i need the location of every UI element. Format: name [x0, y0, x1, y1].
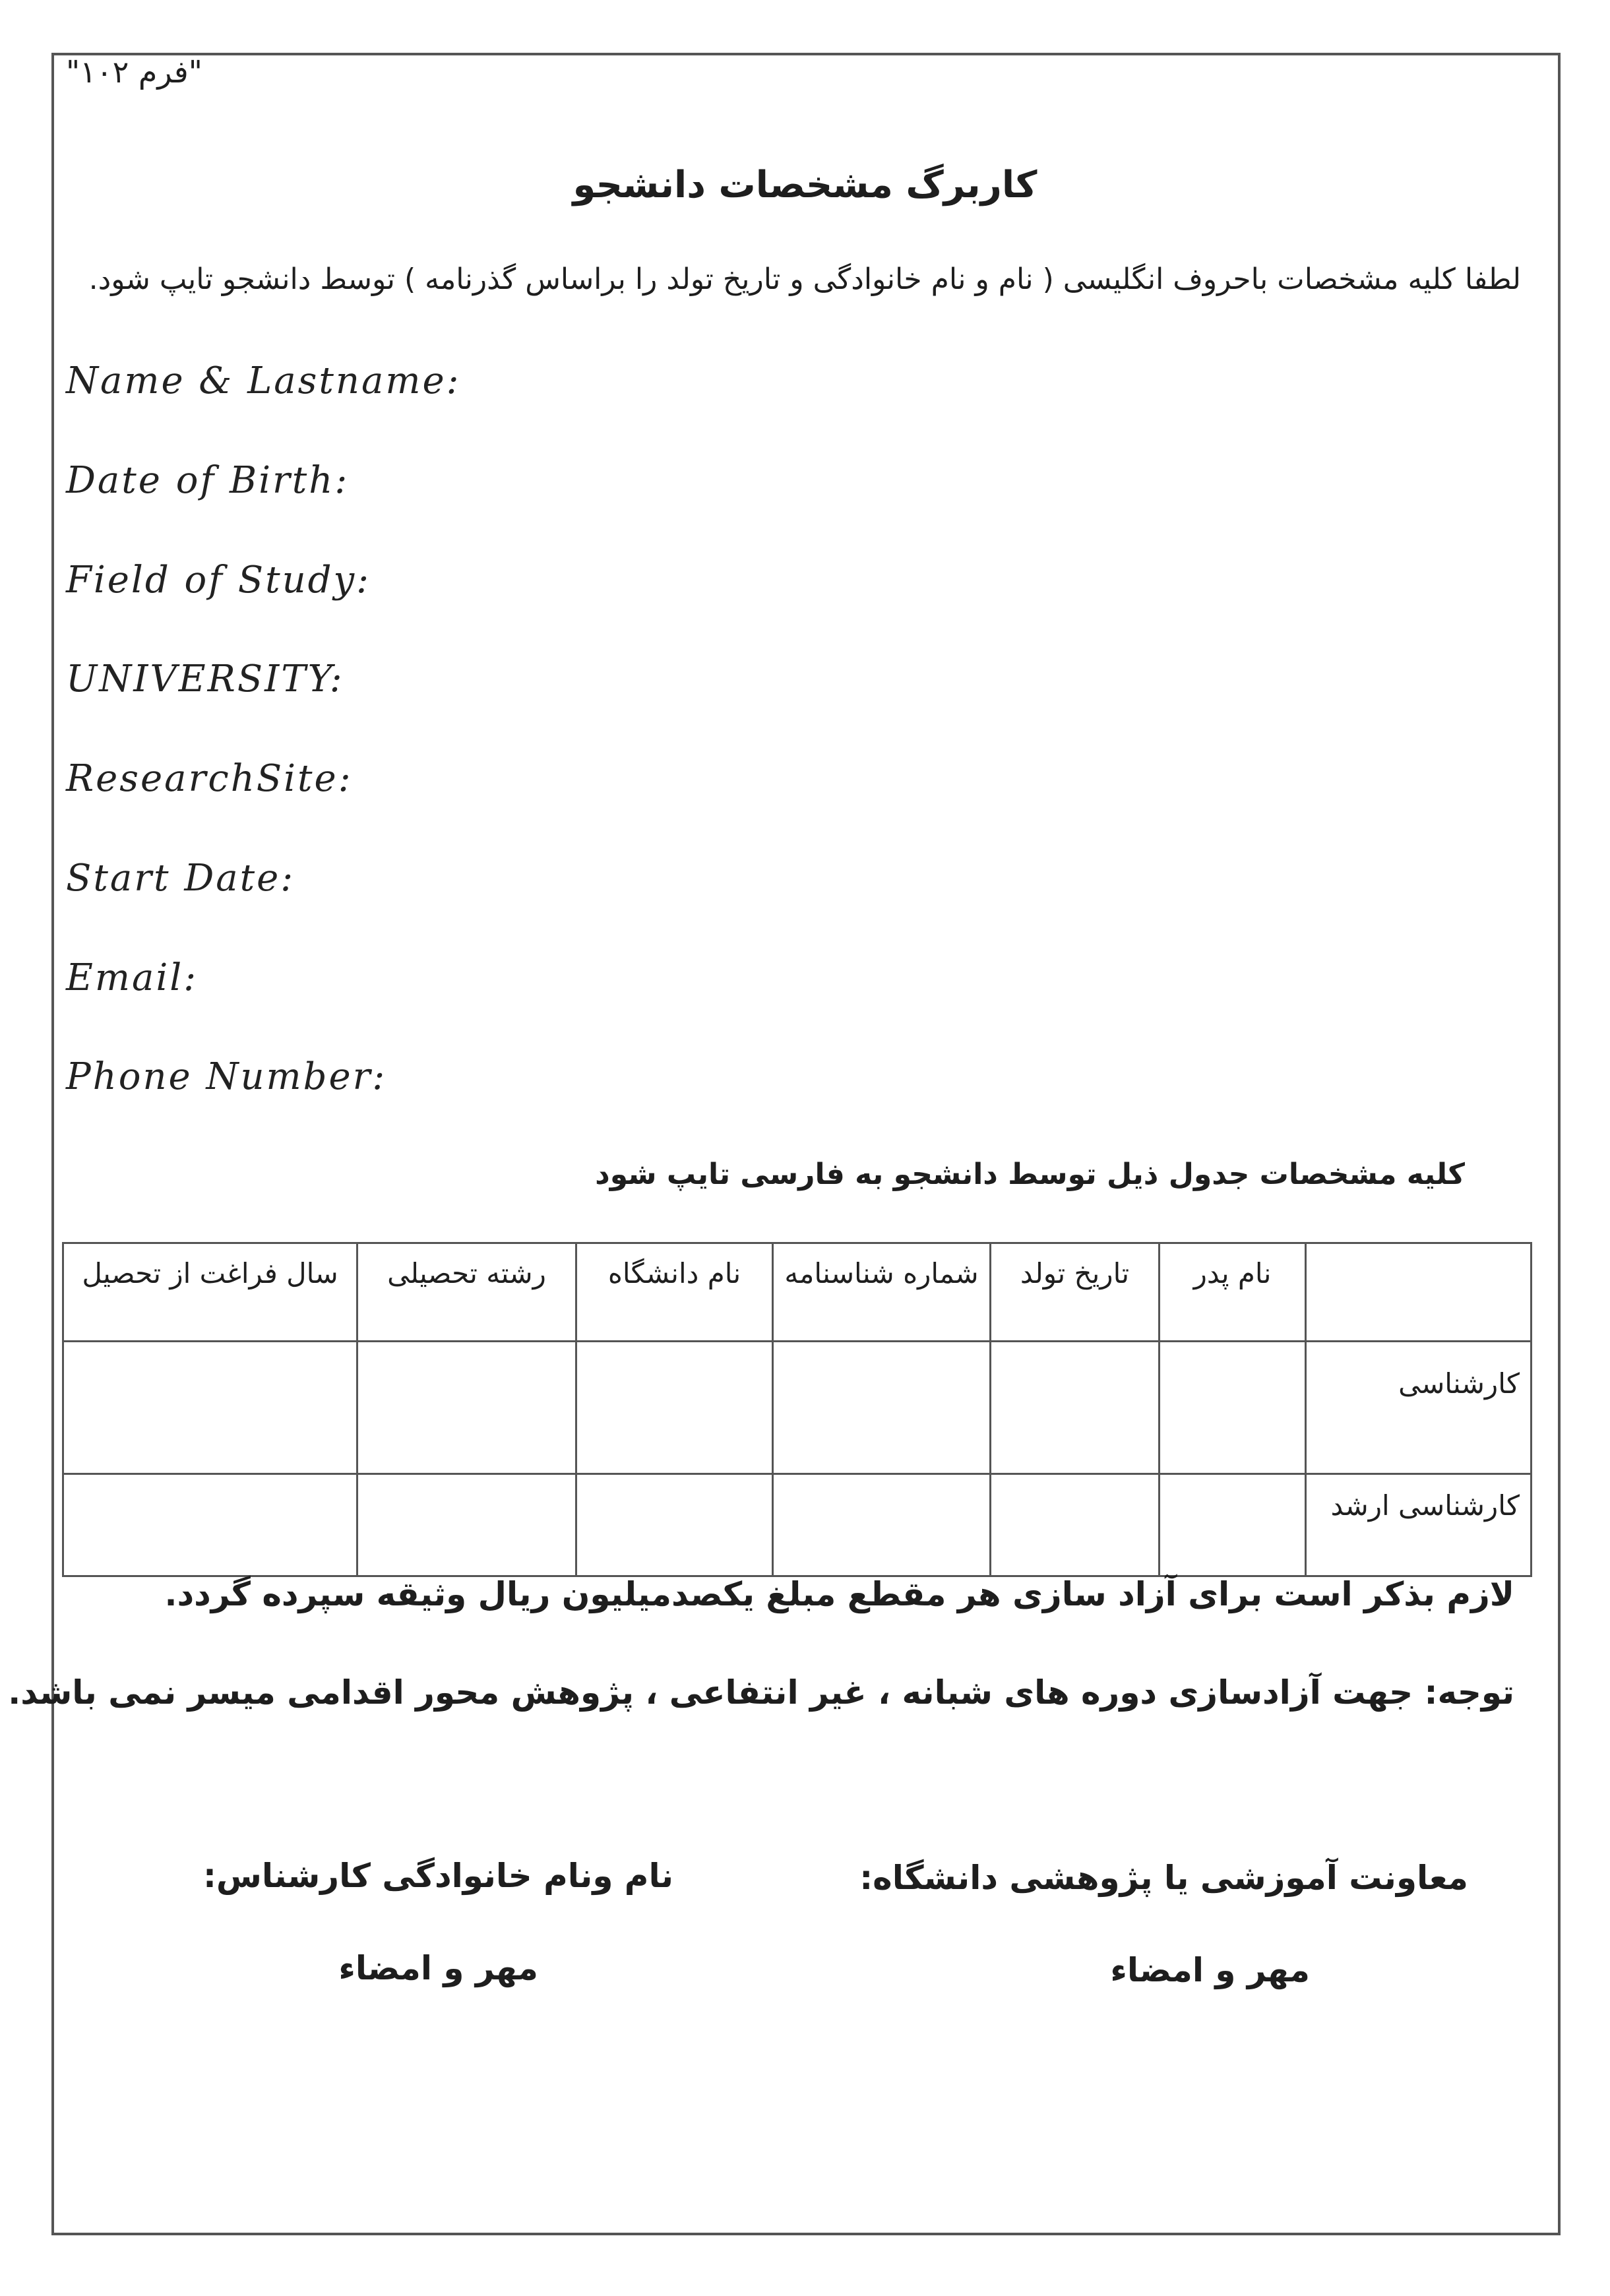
deputy-stamp-label: مهر و امضاء	[1110, 1951, 1310, 1989]
header-graduation-year: سال فراغت از تحصیل	[63, 1243, 357, 1342]
table-cell	[773, 1342, 991, 1474]
row-label-bachelor: کارشناسی	[1306, 1342, 1532, 1474]
field-phone-number: Phone Number:	[66, 1055, 387, 1098]
header-empty	[1306, 1243, 1532, 1342]
table-header-row	[63, 1243, 1532, 1342]
instruction-text: لطفا کلیه مشخصات باحروف انگلیسی ( نام و نام خانوادگی و تاریخ تولد را براساس گذرنامه ) توسط دانشجو تایپ شود.	[88, 263, 1521, 296]
header-university-name: نام دانشگاه	[576, 1243, 773, 1342]
table-cell	[576, 1474, 773, 1576]
field-email: Email:	[66, 956, 199, 999]
table-instruction: کلیه مشخصات جدول ذیل توسط دانشجو به فارسی تایپ شود	[595, 1158, 1465, 1191]
header-id-number: شماره شناسنامه	[773, 1243, 991, 1342]
header-birth-date: تاریخ تولد	[991, 1243, 1160, 1342]
table-cell	[63, 1474, 357, 1576]
table-cell	[991, 1342, 1160, 1474]
page-title: کاربرگ مشخصات دانشجو	[573, 164, 1037, 206]
expert-name-label: نام ونام خانوادگی کارشناس:	[202, 1857, 673, 1895]
education-table	[62, 1242, 1532, 1577]
row-label-master: کارشناسی ارشد	[1306, 1474, 1532, 1576]
form-number: "فرم ۱۰۲"	[66, 54, 202, 90]
expert-stamp-label: مهر و امضاء	[338, 1949, 538, 1987]
table-cell	[357, 1342, 576, 1474]
field-start-date: Start Date:	[66, 857, 295, 900]
table-cell	[1160, 1474, 1306, 1576]
deposit-note: لازم بذکر است برای آزاد سازی هر مقطع مبلغ یکصدمیلیون ریال وثیقه سپرده گردد.	[164, 1575, 1514, 1613]
table-cell	[991, 1474, 1160, 1576]
table-cell	[1160, 1342, 1306, 1474]
table-cell	[357, 1474, 576, 1576]
header-father-name: نام پدر	[1160, 1243, 1306, 1342]
field-university: UNIVERSITY:	[66, 658, 344, 700]
table-cell	[576, 1342, 773, 1474]
field-research-site: ResearchSite:	[66, 757, 353, 800]
table-cell	[63, 1342, 357, 1474]
header-field-of-study: رشته تحصیلی	[357, 1243, 576, 1342]
field-field-of-study: Field of Study:	[66, 559, 371, 602]
table-row	[63, 1342, 1532, 1474]
attention-note: توجه: جهت آزادسازی دوره های شبانه ، غیر انتفاعی ، پژوهش محور اقدامی میسر نمی باشد.	[8, 1673, 1514, 1712]
table-cell	[773, 1474, 991, 1576]
deputy-label: معاونت آموزشی یا پژوهشی دانشگاه:	[859, 1859, 1468, 1897]
field-date-of-birth: Date of Birth:	[66, 459, 350, 502]
table-row	[63, 1474, 1532, 1576]
field-name: Name & Lastname:	[66, 359, 461, 402]
